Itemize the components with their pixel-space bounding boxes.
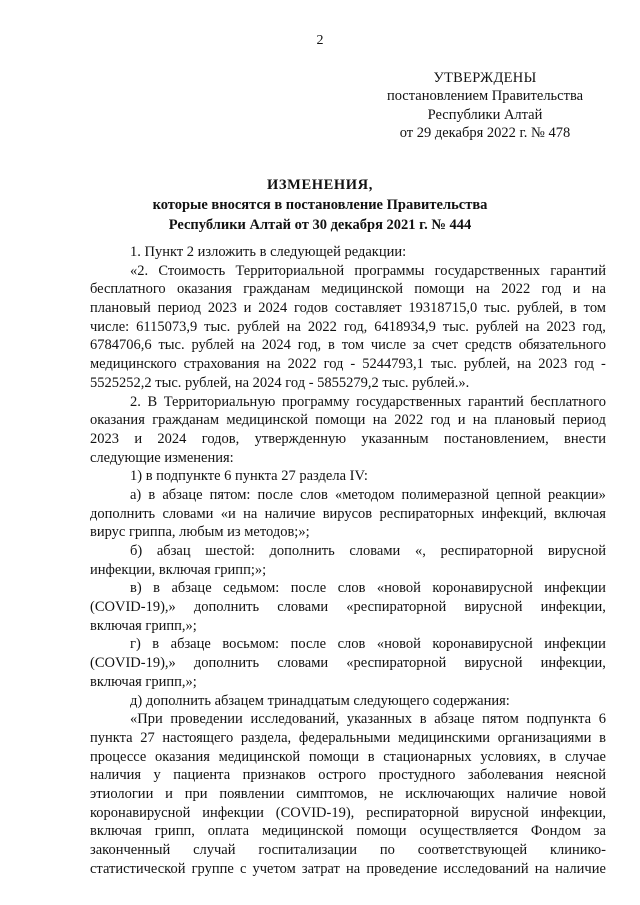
word: дополнить (193, 655, 260, 672)
word: на (372, 412, 387, 429)
body-line (90, 243, 606, 262)
approval-date: от 29 декабря 2022 г. № 478 (399, 124, 571, 141)
word: страхования (183, 356, 260, 373)
word: год, (297, 337, 322, 354)
word: абзаце (434, 711, 475, 728)
word: на (240, 337, 256, 354)
word: на (475, 281, 490, 298)
word: инфекции, (540, 804, 606, 821)
body-line (90, 486, 606, 505)
word: 2022 (287, 356, 317, 373)
word: составляет (334, 300, 402, 317)
word: в (328, 337, 335, 354)
body-line (90, 523, 606, 542)
word: случай (193, 842, 236, 858)
word: наличие (506, 785, 558, 802)
word: помощи (356, 823, 407, 840)
body-line (90, 542, 606, 561)
word: «новой (376, 636, 421, 653)
word: абзац (156, 543, 191, 559)
word: пункта (90, 729, 133, 746)
word: случае (564, 748, 606, 765)
word: и (572, 281, 581, 298)
body-line (90, 505, 606, 524)
word: рублей, (516, 300, 564, 317)
word: Территориальной (235, 262, 345, 279)
word: на (243, 505, 258, 522)
word: исследований, (250, 711, 340, 728)
word: период (562, 412, 606, 429)
word: словами (277, 599, 329, 616)
word: - (350, 356, 356, 373)
body-line (90, 841, 606, 860)
word: «и (220, 505, 236, 522)
word: группе (191, 860, 234, 877)
word: 2. (130, 393, 141, 410)
word: Стоимость (158, 262, 226, 279)
word: стационарных (383, 748, 472, 765)
word: в (549, 748, 557, 765)
word: 5244793,1 (362, 356, 424, 373)
body-line (90, 449, 606, 468)
word: том (341, 337, 365, 354)
body-line (90, 804, 606, 823)
word: помощи (315, 412, 366, 429)
word: условиях, (480, 748, 541, 765)
word: «методом (335, 486, 395, 503)
body-line (90, 579, 606, 598)
word: слов (337, 580, 366, 597)
word: абзаце (170, 636, 211, 653)
word: внести (564, 430, 606, 447)
body-line (90, 617, 606, 636)
word: после (257, 486, 293, 503)
word: появлении (219, 785, 285, 802)
word: программу (282, 393, 350, 410)
body-line (90, 393, 606, 412)
word: грипп, (154, 823, 195, 840)
word: рублей (191, 337, 235, 354)
word: государственных (356, 393, 462, 410)
body-line (90, 692, 606, 711)
word: 2024 (157, 430, 187, 447)
word: в (152, 636, 160, 653)
word: наличие (555, 860, 606, 877)
word: слов (337, 636, 366, 653)
word: осуществляется (419, 823, 518, 840)
word: словами (162, 505, 214, 522)
body-line (90, 467, 606, 486)
word: в (419, 711, 427, 728)
word: учетом (252, 860, 296, 877)
word: гарантий (468, 393, 524, 410)
word: бесплатного (530, 393, 606, 410)
word: включая (90, 823, 142, 840)
word: 2023 (90, 430, 119, 447)
word: пятом: (209, 486, 251, 503)
word: на (472, 412, 487, 429)
word: пятом (482, 711, 519, 728)
line-text: вирус гриппа, любым из методов;»; (90, 524, 310, 541)
word: медицинской (321, 281, 403, 298)
body-line (90, 374, 606, 393)
word: вирусной (470, 804, 529, 821)
body-line (90, 561, 606, 580)
word: простудного (378, 767, 456, 784)
title-line: которые вносятся в постановление Правительства (152, 197, 488, 213)
word: год (574, 356, 595, 373)
word: подпункта (526, 711, 592, 728)
word: госпитализации (258, 842, 358, 858)
word: а) (130, 486, 142, 503)
word: полимеразной (401, 486, 490, 503)
word: 2022 (394, 412, 424, 429)
word: Территориальную (163, 393, 276, 410)
word: восьмом: (222, 636, 280, 653)
word: на (346, 860, 361, 877)
word: шестой: (205, 543, 255, 559)
line-text: д) дополнить абзацем тринадцатым следующего содержания: (130, 692, 510, 709)
word: слов (300, 486, 328, 503)
word: государственных (434, 262, 540, 279)
word: и (134, 430, 143, 447)
word: седьмом: (223, 580, 280, 597)
line-text: 1) в подпункте 6 пункта 27 раздела IV: (130, 468, 368, 485)
word: настоящего (162, 729, 234, 746)
word: год (430, 412, 451, 429)
word: (COVID-19),» (90, 655, 176, 672)
word: вирусной (547, 543, 606, 559)
word: острого (318, 767, 367, 784)
word: 2022 (307, 318, 337, 335)
body-line (90, 785, 606, 804)
word: клинико- (550, 842, 606, 858)
approval-block (380, 69, 590, 142)
word: плановый (90, 300, 151, 317)
word: Фондом (530, 823, 581, 840)
word: цепной (496, 486, 541, 503)
word: и (243, 300, 252, 317)
word: тыс. (158, 337, 185, 354)
word: б) (130, 543, 143, 559)
line-text: инфекции, включая грипп;»; (90, 561, 267, 578)
word: в (148, 486, 156, 503)
word: симптомов, (296, 785, 368, 802)
word: этиологии (90, 785, 154, 802)
word: медицинского (90, 356, 177, 373)
word: год (541, 281, 562, 298)
word: плановый (494, 412, 556, 429)
body-line (90, 654, 606, 673)
word: инфекции (544, 636, 606, 653)
body-line (90, 336, 606, 355)
word: «При (130, 711, 163, 728)
word: 2022 (501, 281, 531, 298)
word: том (583, 300, 606, 317)
word: абзаце (162, 486, 203, 503)
word: затрат (301, 860, 340, 877)
word: тыс. (442, 318, 469, 335)
word: 2023 (538, 356, 568, 373)
approval-line: постановлением Правительства (386, 88, 584, 105)
body-line (90, 355, 606, 374)
word: новой (569, 785, 606, 802)
word: в (367, 748, 375, 765)
body-line (90, 635, 606, 654)
word: числе (370, 337, 407, 354)
body-line (90, 430, 606, 449)
word: 2023 (207, 300, 237, 317)
word: - (600, 356, 606, 373)
word: на (266, 356, 281, 373)
word: признаков (242, 767, 306, 784)
word: период (157, 300, 202, 317)
word: 6 (598, 711, 606, 728)
word: и (165, 785, 173, 802)
word: наличия (90, 767, 142, 784)
word: дополнить (193, 599, 260, 616)
word: и (457, 412, 466, 429)
word: с (239, 860, 247, 877)
word: за (412, 337, 426, 354)
word: 19318715,0 (408, 300, 478, 317)
word: дополнить (269, 543, 335, 559)
word: утвержденную (254, 430, 347, 447)
word: у (153, 767, 161, 784)
word: вирусной (464, 599, 523, 616)
word: в (599, 729, 606, 746)
word: инфекций, (481, 505, 547, 522)
word: «респираторной (346, 599, 447, 616)
word: на (525, 318, 540, 335)
word: статистической (90, 860, 186, 877)
word: рублей (237, 318, 280, 335)
line-text: включая грипп,»; (90, 673, 197, 690)
word: по (379, 842, 395, 858)
word: 6115073,9 (136, 318, 198, 335)
word: обязательного (518, 337, 606, 354)
word: 6784706,6 (90, 337, 152, 354)
word: инфекции, (540, 655, 606, 672)
word: программы (354, 262, 425, 279)
word: в) (130, 580, 142, 597)
body-line (90, 299, 606, 318)
word: оплата (207, 823, 250, 840)
word: заболевания (467, 767, 544, 784)
word: в (570, 300, 577, 317)
line-text: 1. Пункт 2 изложить в следующей редакции: (130, 244, 407, 260)
word: на (517, 356, 532, 373)
body-line (90, 748, 606, 767)
approval-heading: УТВЕРЖДЕНЫ (433, 70, 537, 86)
body-line (90, 860, 606, 879)
word: при (184, 785, 208, 802)
word: г) (130, 636, 141, 653)
word: проведении (170, 711, 243, 728)
word: на (286, 318, 301, 335)
word: 2023 (546, 318, 576, 335)
word: медицинскими (398, 729, 491, 746)
word: тыс. (484, 300, 511, 317)
word: оказания (177, 281, 232, 298)
word: годов, (201, 430, 240, 447)
word: средств (464, 337, 512, 354)
word: словами (277, 655, 329, 672)
word: «респираторной (346, 655, 447, 672)
word: 27 (140, 729, 155, 746)
word: словами (349, 543, 401, 559)
body-line (90, 822, 606, 841)
body-line (90, 598, 606, 617)
word: оказания (155, 748, 210, 765)
word: медицинской (261, 823, 344, 840)
body-line (90, 673, 606, 692)
word: реакции» (548, 486, 606, 503)
body-line (90, 318, 606, 337)
word: инфекции (202, 804, 264, 821)
word: год, (343, 318, 368, 335)
word: тыс. (204, 318, 231, 335)
word: оказания (90, 412, 145, 429)
word: год (323, 356, 344, 373)
word: рублей (475, 318, 519, 335)
word: пациента (173, 767, 231, 784)
word: респираторной (366, 804, 459, 821)
word: год, (582, 318, 606, 335)
word: годов (294, 300, 328, 317)
word: 2024 (261, 337, 291, 354)
word: тыс. (430, 356, 457, 373)
body-line (90, 411, 606, 430)
word: респираторных (379, 505, 475, 522)
word: респираторной (440, 543, 534, 559)
word: инфекции, (540, 599, 606, 616)
word: гражданам (243, 281, 311, 298)
word: коронавирусной (432, 636, 533, 653)
title-line: Республики Алтай от 30 декабря 2021 г. № 444 (168, 217, 472, 233)
word: коронавирусной (90, 804, 191, 821)
word: исследований (443, 860, 529, 877)
word: на (591, 281, 606, 298)
word: на (534, 860, 549, 877)
word: абзаце (171, 580, 212, 597)
word: включая (554, 505, 606, 522)
word: указанным (361, 430, 429, 447)
word: инфекции (544, 580, 606, 597)
word: В (147, 393, 158, 410)
word: 6418934,9 (374, 318, 436, 335)
page-number: 2 (316, 33, 324, 48)
body-line (90, 766, 606, 785)
word: «, (414, 543, 426, 559)
word: законченный (90, 842, 171, 858)
word: соответствующей (417, 842, 528, 858)
word: после (290, 636, 327, 653)
word: коронавирусной (432, 580, 533, 597)
word: гарантий (550, 262, 606, 279)
word: числе: (90, 318, 130, 335)
title-heading: ИЗМЕНЕНИЯ, (267, 177, 373, 193)
word: вирусов (322, 505, 373, 522)
word: наличие (264, 505, 316, 522)
document-body (90, 243, 606, 878)
word: указанных (346, 711, 413, 728)
body-line (90, 729, 606, 748)
word: (COVID-19),» (90, 599, 176, 616)
word: постановлением, (443, 430, 549, 447)
word: (COVID-19), (275, 804, 355, 821)
word: бесплатного (90, 281, 166, 298)
word: 2024 (258, 300, 288, 317)
word: в (153, 580, 160, 597)
word: счет (431, 337, 459, 354)
word: помощи (308, 748, 359, 765)
word: проведение (366, 860, 438, 877)
word: организациями (497, 729, 592, 746)
line-text: включая грипп,»; (90, 617, 197, 634)
body-line (90, 710, 606, 729)
word: медицинской (218, 748, 301, 765)
word: исключающих (405, 785, 495, 802)
word: «2. (130, 262, 149, 279)
word: за (593, 823, 606, 840)
word: неясной (555, 767, 606, 784)
body-line (90, 280, 606, 299)
approval-line: Республики Алтай (427, 106, 543, 123)
word: дополнить (90, 505, 156, 522)
line-text: 5525252,2 тыс. рублей, на 2024 год - 5855279,2 тыс. рублей.». (90, 374, 470, 391)
word: вирусной (464, 655, 523, 672)
word: не (379, 785, 394, 802)
line-text: следующие изменения: (90, 449, 234, 466)
body-line (90, 262, 606, 281)
word: федеральными (298, 729, 391, 746)
word: «новой (376, 580, 421, 597)
word: медицинской (226, 412, 308, 429)
word: процессе (90, 748, 147, 765)
word: раздела, (240, 729, 292, 746)
document-title (120, 175, 520, 235)
word: помощи (414, 281, 465, 298)
word: после (290, 580, 327, 597)
word: рублей, (463, 356, 511, 373)
word: гражданам (152, 412, 220, 429)
